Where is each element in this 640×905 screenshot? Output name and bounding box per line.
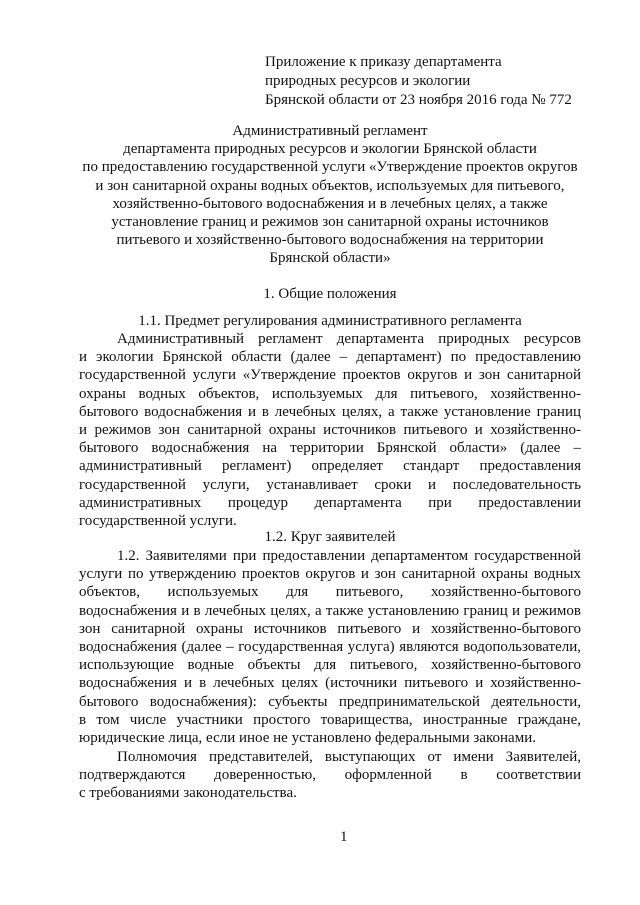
document-title [40,122,620,268]
paragraph-line: использующие водные объекты для питьевого, хозяйственно-бытового [79,657,581,674]
paragraph-line: Административный регламент департамента природных ресурсов [117,331,581,347]
paragraph-representatives [79,748,581,803]
subsection-heading: 1.2. Круг заявителей [264,529,396,545]
paragraph-subject [79,330,581,530]
paragraph-line: Полномочия представителей, выступающих от имени Заявителей, [117,749,581,765]
appendix-line: Брянской области от 23 ноября 2016 года № 772 [265,92,572,108]
paragraph-line: бытового водоснабжения и в лечебных целях, а также установление границ [79,403,581,420]
paragraph-line: объектов, используемых для питьевого, хозяйственно-бытового [79,584,581,601]
paragraph-line: в том числе участники простого товарищества, иностранные граждане, [79,711,581,728]
paragraph-line: зон санитарной охраны источников питьевого и хозяйственно-бытового [79,620,581,637]
title-line: питьевого и хозяйственно-бытового водоснабжения на территории [116,232,544,249]
paragraph-line: бытового водоснабжения): субъекты предпринимательской деятельности, [79,693,581,710]
title-line: департамента природных ресурсов и экологии Брянской области [123,141,537,158]
subsection-heading: 1.1. Предмет регулирования административного регламента [138,313,522,329]
paragraph-line: государственной услуги. [79,513,237,530]
paragraph-line: охраны водных объектов, используемых для питьевого, хозяйственно- [79,385,581,402]
title-line: по предоставлению государственной услуги «Утверждение проектов округов [82,159,578,176]
paragraph-applicants [79,547,581,747]
page-number: 1 [340,829,348,845]
paragraph-line: бытового водоснабжения на территории Брянской области» (далее – [79,440,581,457]
title-line: установление границ и режимов зон санитарной охраны источников [111,214,549,231]
paragraph-line: водоснабжения и в лечебных целях, а также установлению границ и режимов [79,602,581,619]
paragraph-line: и режимов зон санитарной охраны источников питьевого и хозяйственно- [79,422,581,439]
paragraph-line: государственной услуги, устанавливает сроки и последовательность [79,476,581,493]
paragraph-line: водоснабжения (далее – государственная услуга) являются водопользователи, [79,639,581,656]
paragraph-line: юридические лица, если иное не установлено федеральными законами. [79,730,536,747]
title-line: и зон санитарной охраны водных объектов, используемых для питьевого, [95,177,565,194]
paragraph-line: подтверждаются доверенностью, оформленной в соответствии [79,767,581,784]
appendix-line: природных ресурсов и экологии [265,73,471,89]
paragraph-line: с требованиями законодательства. [79,785,297,802]
paragraph-line: водоснабжения и в лечебных целях (источники питьевого и хозяйственно- [79,675,581,692]
paragraph-line: и экологии Брянской области (далее – департамент) по предоставлению [79,349,581,366]
appendix-note [265,53,605,110]
appendix-line: Приложение к приказу департамента [265,54,502,70]
title-line: Административный регламент [232,123,428,139]
paragraph-line: 1.2. Заявителями при предоставлении департаментом государственной [117,548,581,564]
paragraph-line: услуги по утверждению проектов округов и зон санитарной охраны водных [79,566,581,583]
paragraph-line: административный регламент) определяет стандарт предоставления [79,458,581,475]
title-line: хозяйственно-бытового водоснабжения и в лечебных целях, а также [112,195,548,212]
paragraph-line: административных процедур департамента при предоставлении [79,494,581,511]
title-line: Брянской области» [269,250,391,267]
section-heading: 1. Общие положения [263,286,397,302]
paragraph-line: государственной услуги «Утверждение проектов округов и зон санитарной [79,367,581,384]
